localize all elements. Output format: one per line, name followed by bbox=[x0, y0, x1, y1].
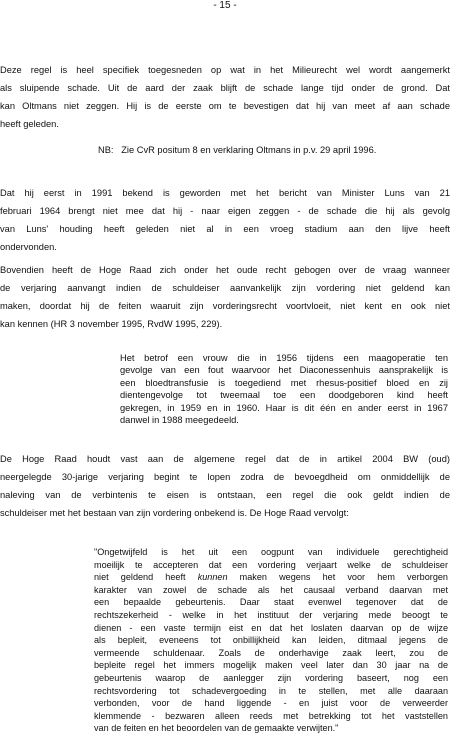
paragraph-line: ondervonden. bbox=[0, 242, 57, 252]
paragraph-line: Deze regel is heel specifiek toegesneden op wat in het Milieurecht wel wordt aangemerkt bbox=[0, 65, 450, 75]
quote-line: bepleite regel het immers mogelijk maken veel later dan 30 jaar na de bbox=[94, 660, 448, 671]
paragraph-4 bbox=[0, 450, 450, 522]
quote-line: van de feiten en het beoordelen van de gemaakte verwijten." bbox=[94, 723, 339, 734]
case-line: Het betrof een vrouw die in 1956 tijdens een maagoperatie ten bbox=[120, 353, 448, 363]
quote-line: "Ongetwijfeld is het uit een oogpunt van individuele gerechtigheid bbox=[94, 547, 448, 557]
quote-line: klemmende - bezwaren alleen reeds met betrekking tot het vaststellen bbox=[94, 710, 448, 721]
quote-line: als bepleit, eveneens tot onbillijkheid kan leiden, ditmaal jegens de bbox=[94, 635, 448, 646]
paragraph-line: maken, doordat hij de feiten waaruit zijn vorderingsrecht voortvloeit, niet kent en ook niet bbox=[0, 301, 450, 311]
quote-line: dienen - een vaste termijn eist en dat het loslaten daarvan op de wijze bbox=[94, 622, 448, 633]
quote-line: rechtszekerheid - welke in het instituut der verjaring mede beoogt te bbox=[94, 609, 448, 620]
paragraph-line: als sluipende schade. Uit de aard der zaak blijft de schade lange tijd onder de grond. Dat bbox=[0, 83, 450, 93]
case-description-block bbox=[120, 352, 448, 426]
paragraph-2 bbox=[0, 184, 450, 256]
quote-line bbox=[94, 571, 448, 584]
paragraph-line: Bovendien heeft de Hoge Raad zich onder het oude recht gebogen over de vraag wanneer bbox=[0, 265, 450, 275]
quote-line: gebeurtenis waarop de aanlegger zijn vordering baseert, nog een bbox=[94, 672, 448, 683]
quote-text: maken wegens het voor hem verborgen bbox=[227, 572, 448, 583]
paragraph-line: van Luns' houding heeft geleden niet al in een vroeg stadium aan den lijve heeft bbox=[0, 224, 450, 234]
page-number: - 15 - bbox=[213, 0, 237, 11]
emphasized-word: kunnen bbox=[197, 572, 228, 583]
paragraph-line: naleving van de verbintenis te eisen is ontstaan, een regel die ook geldt indien de bbox=[0, 490, 450, 500]
paragraph-3 bbox=[0, 261, 450, 333]
paragraph-line: kan Oltmans niet zeggen. Hij is de eerste om te bevestigen dat hij van meet af aan schade bbox=[0, 101, 450, 111]
paragraph-1 bbox=[0, 61, 450, 133]
quote-line: rechtsvordering tot schadevergoeding in te stellen, met alle daaraan bbox=[94, 685, 448, 696]
paragraph-line: de verjaring aanvangt indien de schuldeiser aanvankelijk zijn vordering niet geldend kan bbox=[0, 283, 450, 293]
paragraph-line: Dat hij eerst in 1991 bekend is geworden met het bericht van Minister Luns van 21 bbox=[0, 188, 450, 198]
case-line: gekregen, in 1959 en in 1960. Haar is dit één en ander eerst in 1967 bbox=[120, 402, 448, 413]
quote-line: vermeende schuldenaar. Zoals de onderhavige zaak leert, zou de bbox=[94, 647, 448, 658]
paragraph-line: De Hoge Raad houdt vast aan de algemene regel dat de in artikel 2004 BW (oud) bbox=[0, 454, 450, 464]
quote-text: niet geldend heeft bbox=[94, 572, 198, 583]
paragraph-line: schuldeiser met het bestaan van zijn vordering onbekend is. De Hoge Raad vervolgt: bbox=[0, 508, 349, 518]
court-quotation bbox=[94, 546, 448, 735]
paragraph-line: februari 1964 brengt niet mee dat hij - naar eigen zeggen - de schade die hij als gevolg bbox=[0, 206, 450, 216]
quote-line: een bepaalde gebeurtenis. Daar staat evenwel tegenover dat de bbox=[94, 597, 448, 608]
quote-line: karakter van zowel de schade als het causaal verband daarvan met bbox=[94, 584, 448, 595]
case-line: een bloedtransfusie is toegediend met rhesus-positief bloed en zij bbox=[120, 377, 448, 388]
quote-line: moeilijk te accepteren dat een vordering verjaart welke de schuldeiser bbox=[94, 559, 448, 570]
paragraph-line: kan kennen (HR 3 november 1995, RvdW 1995, 229). bbox=[0, 319, 223, 329]
paragraph-line: heeft geleden. bbox=[0, 119, 59, 129]
case-line: dientengevolge tot tweemaal toe een doodgeboren kind heeft bbox=[120, 390, 448, 401]
paragraph-line: neergelegde 30-jarige verjaring begint te lopen zodra de bevoegdheid om onmiddellijk de bbox=[0, 472, 450, 482]
nb-note: NB: Zie CvR positum 8 en verklaring Oltmans in p.v. 29 april 1996. bbox=[98, 145, 377, 155]
case-line: danwel in 1988 meegedeeld. bbox=[120, 415, 239, 426]
quote-line: verbonden, voor de hand liggende - en juist voor de verweerder bbox=[94, 698, 448, 709]
case-line: gevolge van een fout waarvoor het Diaconessenhuis aansprakelijk is bbox=[120, 365, 448, 376]
